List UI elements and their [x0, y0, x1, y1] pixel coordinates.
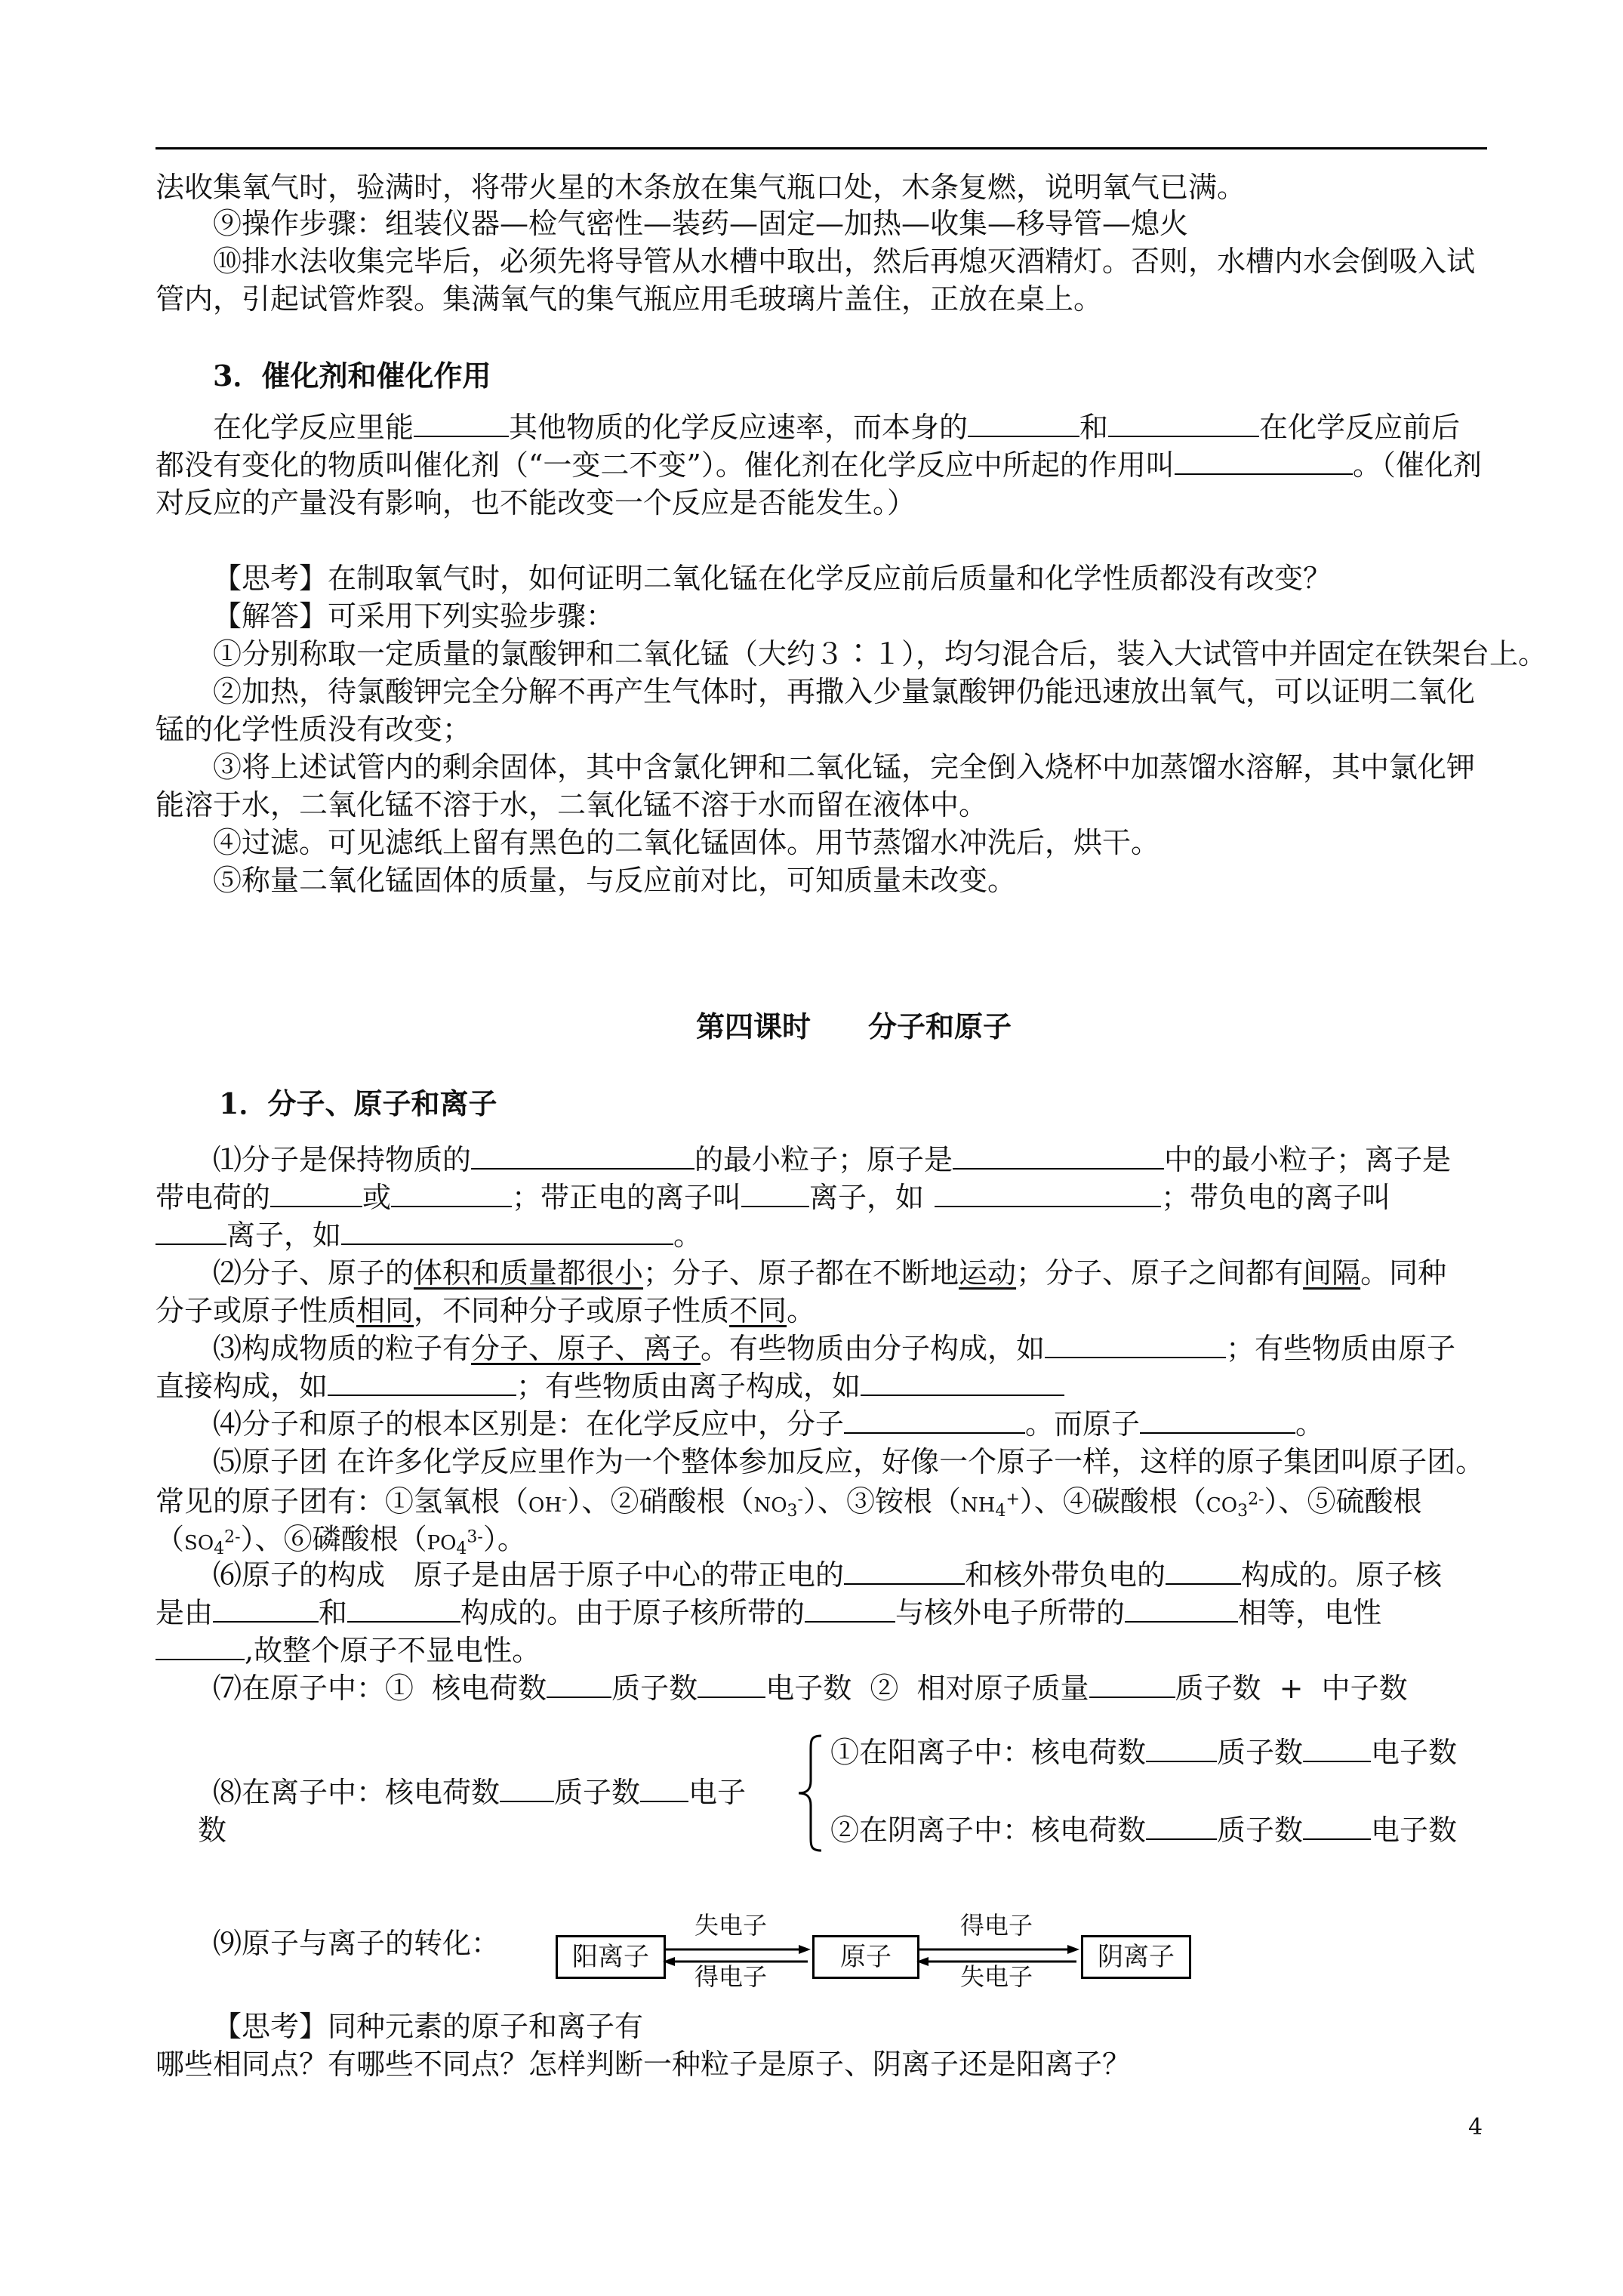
formula-no3: $NO_3^-$: [753, 1490, 803, 1521]
arrow-label: 失电子: [960, 1962, 1033, 1991]
text-line: 都没有变化的物质叫催化剂（“一变二不变”）。催化剂在化学反应中所起的作用叫 。（催化剂: [156, 448, 1482, 482]
formula-nh4: $NH_4^+$: [961, 1490, 1020, 1521]
text-line: ⑨操作步骤：组装仪器—检气密性—装药—固定—加热—收集—移导管—熄火: [213, 207, 1189, 240]
step-line: ①分别称取一定质量的氯酸钾和二氧化锰（大约３∶１），均匀混合后，装入大试管中并固定在铁架台上。: [213, 637, 1548, 670]
step-line: ②加热，待氯酸钾完全分解不再产生气体时，再撒入少量氯酸钾仍能迅速放出氧气，可以证明二氧化: [213, 675, 1476, 708]
arrows-icon: [915, 1940, 1081, 1971]
section-heading: 3．催化剂和催化作用: [213, 359, 491, 393]
text-line: $(SO_4^{2-})$、⑥磷酸根$(PO_4^{3-})$。: [156, 1522, 526, 1558]
arrows-icon: [661, 1940, 812, 1971]
text-line: ①在阳离子中：核电荷数 质子数 电子数: [830, 1736, 1458, 1769]
text-line: 管内，引起试管炸裂。集满氧气的集气瓶应用毛玻璃片盖住，正放在桌上。: [156, 282, 1103, 316]
text-line: ⑻在离子中：核电荷数 质子数 电子: [213, 1776, 747, 1809]
arrow-label: 失电子: [694, 1911, 768, 1940]
anion-box: 阴离子: [1081, 1935, 1191, 1979]
step-line: ⑤称量二氧化锰固体的质量，与反应前对比，可知质量未改变。: [213, 864, 1017, 897]
step-line: ③将上述试管内的剩余固体，其中含氯化钾和二氧化锰，完全倒入烧杯中加蒸馏水溶解，其中氯化钾: [213, 750, 1476, 784]
text-line: ⑷分子和原子的根本区别是：在化学反应中，分子 。而原子 。: [213, 1407, 1325, 1441]
brace-icon: [796, 1733, 826, 1854]
text-line: 法收集氧气时，验满时，将带火星的木条放在集气瓶口处，木条复燃，说明氧气已满。: [156, 171, 1246, 204]
text-line: ②在阴离子中：核电荷数 质子数 电子数: [830, 1814, 1458, 1847]
think-question: 哪些相同点？有哪些不同点？怎样判断一种粒子是原子、阴离子还是阳离子？: [156, 2048, 1132, 2081]
cation-box: 阳离子: [556, 1935, 666, 1979]
text-line: 在化学反应里能 其他物质的化学反应速率，而本身的 和 在化学反应前后: [213, 411, 1461, 444]
step-line: 能溶于水，二氧化锰不溶于水，二氧化锰不溶于水而留在液体中。: [156, 788, 988, 821]
text-line: ⑶构成物质的粒子有分子、原子、离子。有些物质由分子构成，如 ；有些物质由原子: [213, 1332, 1456, 1365]
arrow-label: 得电子: [960, 1911, 1033, 1940]
formula-co3: $CO_3^{2-}$: [1206, 1490, 1264, 1521]
header-rule: [156, 147, 1487, 149]
arrow-label: 得电子: [694, 1962, 768, 1991]
answer-label: 【解答】可采用下列实验步骤：: [213, 599, 615, 633]
text-line: 对反应的产量没有影响，也不能改变一个反应是否能发生。）: [156, 486, 916, 519]
text-line: 直接构成，如 ；有些物质由离子构成，如: [156, 1367, 1064, 1406]
lesson-title: 第四课时 分子和原子: [696, 1009, 1012, 1043]
formula-so4: $SO_4^{2-}$: [184, 1527, 241, 1558]
formula-po4: $PO_4^{3-}$: [427, 1527, 483, 1558]
text-line: 带电荷的 或 ；带正电的离子叫 离子，如 ；带负电的离子叫: [156, 1181, 1391, 1214]
step-line: ④过滤。可见滤纸上留有黑色的二氧化锰固体。用节蒸馏水冲洗后，烘干。: [213, 826, 1160, 859]
text-line: ,故整个原子不显电性。: [156, 1631, 540, 1670]
text-line: ⑼原子与离子的转化：: [213, 1927, 500, 1960]
text-line: ⑵分子、原子的体积和质量都很小；分子、原子都在不断地运动；分子、原子之间都有间隔。同种: [213, 1256, 1447, 1290]
text-line: 离子，如 。: [156, 1216, 702, 1255]
think-question: 【思考】在制取氧气时，如何证明二氧化锰在化学反应前后质量和化学性质都没有改变？: [213, 562, 1332, 595]
text-line: 是由 和 构成的。由于原子核所带的 与核外电子所带的 相等，电性: [156, 1596, 1382, 1629]
formula-oh: OH-: [528, 1490, 568, 1517]
text-line: 常见的原子团有：①氢氧根（OH-）、②硝酸根$(NO_3^-)$、③铵根$(NH_4^+)$、④碳酸根$(CO_3^{2-})$、⑤硫酸根: [156, 1484, 1422, 1521]
text-line: 数: [198, 1814, 227, 1847]
think-question: 【思考】同种元素的原子和离子有: [213, 2010, 644, 2043]
text-line: ⑺在原子中：① 核电荷数 质子数 电子数 ② 相对原子质量 质子数 + 中子数: [213, 1672, 1408, 1705]
step-line: 锰的化学性质没有改变；: [156, 713, 472, 746]
atom-box: 原子: [812, 1935, 919, 1979]
text-line: ⑹原子的构成 原子是由居于原子中心的带正电的 和核外带负电的 构成的。原子核: [213, 1558, 1443, 1592]
section-heading: 1．分子、原子和离子: [219, 1086, 497, 1120]
text-line: ⑸原子团 在许多化学反应里作为一个整体参加反应，好像一个原子一样，这样的原子集团叫原子团。: [213, 1445, 1485, 1478]
text-line: 分子或原子性质相同，不同种分子或原子性质不同。: [156, 1294, 816, 1327]
page-number: 4: [1468, 2114, 1483, 2140]
text-line: ⑴分子是保持物质的 的最小粒子；原子是 中的最小粒子；离子是: [213, 1143, 1452, 1176]
text-line: ⑩排水法收集完毕后，必须先将导管从水槽中取出，然后再熄灭酒精灯。否则，水槽内水会倒吸入试: [213, 245, 1476, 278]
